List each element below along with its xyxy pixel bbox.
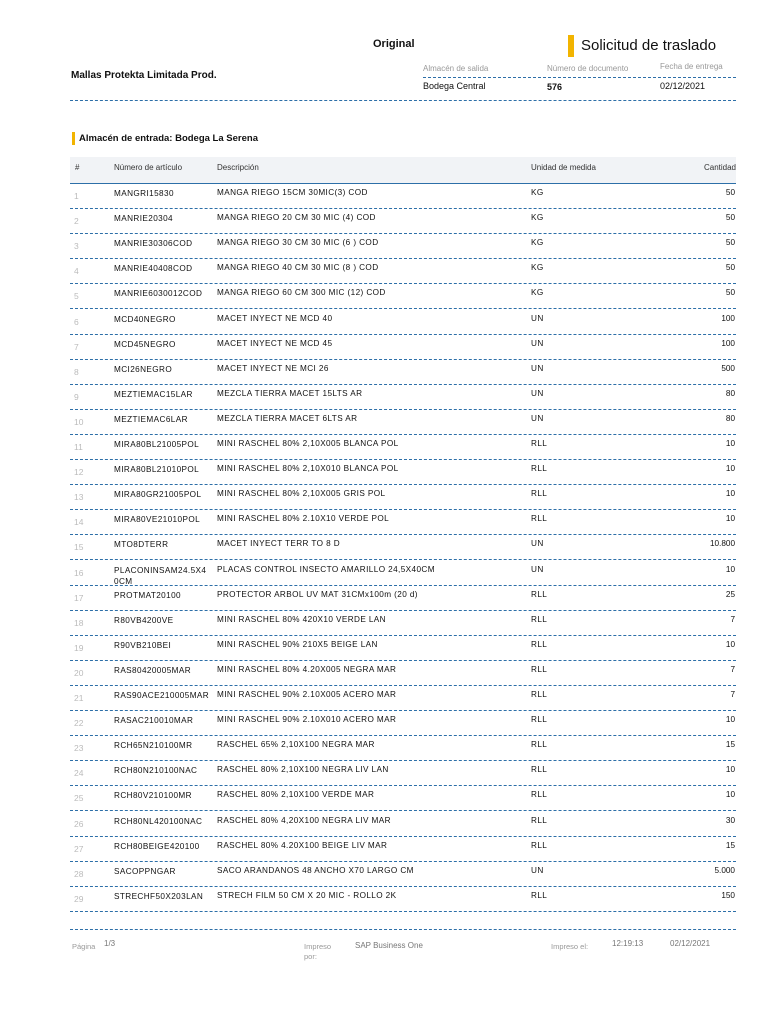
quantity: 10 xyxy=(725,489,735,499)
outgoing-warehouse-value: Bodega Central xyxy=(423,81,486,91)
doc-number-label: Número de documento xyxy=(547,64,629,73)
row-number: 11 xyxy=(74,442,83,452)
quantity: 25 xyxy=(725,589,735,599)
item-number: MANRIE40408COD xyxy=(114,264,193,274)
table-row xyxy=(70,710,736,736)
printed-on-label: Impreso el: xyxy=(551,942,589,951)
row-number: 9 xyxy=(74,391,79,402)
table-row xyxy=(70,484,736,510)
table-row xyxy=(70,359,736,385)
item-description: MINI RASCHEL 90% 2.10X010 ACERO MAR xyxy=(217,715,397,725)
item-description: MINI RASCHEL 90% 2.10X005 ACERO MAR xyxy=(217,690,397,699)
item-number: MIRA80GR21005POL xyxy=(114,490,202,500)
unit-of-measure: RLL xyxy=(531,489,548,499)
table-row xyxy=(70,334,736,360)
table-row xyxy=(70,509,736,535)
item-number: MIRA80VE21010POL xyxy=(114,515,201,525)
table-row xyxy=(70,283,736,309)
row-number: 14 xyxy=(74,517,84,528)
row-number: 27 xyxy=(74,843,84,854)
row-number: 26 xyxy=(74,818,84,829)
row-number: 22 xyxy=(74,718,84,729)
quantity: 10 xyxy=(725,464,735,474)
table-row xyxy=(70,258,736,284)
table-row xyxy=(70,785,736,811)
unit-of-measure: UN xyxy=(531,539,544,549)
quantity: 50 xyxy=(725,213,735,223)
item-number: RAS90ACE210005MAR xyxy=(114,691,210,700)
col-qty-header: Cantidad xyxy=(703,163,736,172)
quantity: 15 xyxy=(725,740,735,750)
print-time: 12:19:13 xyxy=(612,939,644,948)
table-row xyxy=(70,685,736,711)
unit-of-measure: RLL xyxy=(531,840,548,850)
item-description: RASCHEL 80% 2,10X100 VERDE MAR xyxy=(217,790,375,800)
unit-of-measure: RLL xyxy=(531,790,548,800)
item-description: MINI RASCHEL 80% 4.20X005 NEGRA MAR xyxy=(217,664,397,674)
table-row xyxy=(70,309,736,335)
unit-of-measure: UN xyxy=(531,865,544,875)
unit-of-measure: UN xyxy=(531,313,544,323)
quantity: 10 xyxy=(725,715,735,725)
row-number: 12 xyxy=(74,467,84,478)
item-number: PLACONINSAM24.5X40CM xyxy=(114,565,207,586)
print-date: 02/12/2021 xyxy=(670,939,711,948)
table-row xyxy=(70,760,736,786)
item-number: MCI26NEGRO xyxy=(114,364,173,374)
row-number: 3 xyxy=(74,241,79,252)
row-number: 17 xyxy=(74,592,84,603)
row-number: 20 xyxy=(74,667,84,678)
table-row xyxy=(70,836,736,862)
row-number: 6 xyxy=(74,316,79,327)
unit-of-measure: KG xyxy=(531,288,544,298)
unit-of-measure: RLL xyxy=(531,614,548,624)
quantity: 30 xyxy=(725,815,735,825)
item-description: MEZCLA TIERRA MACET 15LTS AR xyxy=(217,388,363,398)
item-number: MANRIE20304 xyxy=(114,214,174,224)
unit-of-measure: RLL xyxy=(531,514,548,524)
item-description: RASCHEL 80% 4,20X100 NEGRA LIV MAR xyxy=(217,815,391,825)
unit-of-measure: RLL xyxy=(531,715,548,725)
row-number: 29 xyxy=(74,893,84,904)
unit-of-measure: RLL xyxy=(531,639,548,649)
table-row xyxy=(70,610,736,636)
row-number: 28 xyxy=(74,868,84,879)
row-number: 8 xyxy=(74,366,79,377)
document-title: Solicitud de traslado xyxy=(581,37,717,54)
unit-of-measure: UN xyxy=(531,413,544,423)
unit-of-measure: KG xyxy=(531,213,544,223)
quantity: 10 xyxy=(725,790,735,800)
item-number: R90VB210BEI xyxy=(114,640,172,650)
col-num-header: # xyxy=(75,163,80,172)
item-description: MINI RASCHEL 80% 420X10 VERDE LAN xyxy=(217,614,386,624)
item-number: STRECHF50X203LAN xyxy=(114,891,204,901)
table-row xyxy=(70,434,736,460)
table-row xyxy=(70,384,736,410)
row-number: 5 xyxy=(74,291,79,302)
item-number: SACOPPNGAR xyxy=(114,866,176,876)
item-number: MANGRI15830 xyxy=(114,189,174,198)
item-number: MIRA80BL21010POL xyxy=(114,465,200,475)
quantity: 150 xyxy=(721,890,735,900)
quantity: 15 xyxy=(725,840,735,850)
item-description: MINI RASCHEL 80% 2.10X10 VERDE POL xyxy=(217,514,390,524)
header-divider-small xyxy=(423,77,736,78)
quantity: 7 xyxy=(730,690,735,699)
item-number: R80VB4200VE xyxy=(114,615,174,625)
copy-type-label: Original xyxy=(373,38,415,50)
item-description: MANGA RIEGO 15CM 30MIC(3) COD xyxy=(217,188,368,197)
item-description: MACET INYECT NE MCI 26 xyxy=(217,363,329,373)
quantity: 10 xyxy=(725,439,735,448)
table-row xyxy=(70,560,736,586)
company-name: Mallas Protekta Limitada Prod. xyxy=(71,70,217,81)
quantity: 50 xyxy=(725,263,735,273)
unit-of-measure: RLL xyxy=(531,765,548,775)
unit-of-measure: KG xyxy=(531,238,544,248)
quantity: 100 xyxy=(721,338,735,348)
unit-of-measure: UN xyxy=(531,338,544,348)
item-number: PROTMAT20100 xyxy=(114,590,181,600)
item-description: MANGA RIEGO 20 CM 30 MIC (4) COD xyxy=(217,213,376,223)
delivery-date-label: Fecha de entrega xyxy=(660,62,723,71)
row-number: 21 xyxy=(74,693,84,703)
warehouse-accent-bar xyxy=(72,132,75,145)
item-description: MINI RASCHEL 80% 2,10X005 BLANCA POL xyxy=(217,439,399,448)
table-row xyxy=(70,660,736,686)
item-number: RCH80NL420100NAC xyxy=(114,816,203,826)
table-row xyxy=(70,811,736,837)
unit-of-measure: KG xyxy=(531,263,544,273)
table-row xyxy=(70,208,736,234)
row-number: 7 xyxy=(74,341,79,352)
item-description: STRECH FILM 50 CM X 20 MIC - ROLLO 2K xyxy=(217,890,397,900)
row-number: 18 xyxy=(74,617,84,628)
quantity: 10 xyxy=(725,514,735,524)
row-number: 4 xyxy=(74,266,79,277)
footer-divider xyxy=(70,929,736,930)
item-number: RAS80420005MAR xyxy=(114,665,192,675)
item-description: PLACAS CONTROL INSECTO AMARILLO 24,5X40CM xyxy=(217,564,435,574)
quantity: 50 xyxy=(725,238,735,248)
row-number: 23 xyxy=(74,743,84,754)
table-row xyxy=(70,459,736,485)
item-description: MINI RASCHEL 80% 2,10X005 GRIS POL xyxy=(217,489,386,499)
item-description: MINI RASCHEL 90% 210X5 BEIGE LAN xyxy=(217,639,378,649)
page-value: 1/3 xyxy=(104,939,116,948)
item-description: MACET INYECT NE MCD 45 xyxy=(217,338,333,348)
item-number: RCH65N210100MR xyxy=(114,741,193,751)
item-description: SACO ARANDANOS 48 ANCHO X70 LARGO CM xyxy=(217,865,414,875)
page-label: Página xyxy=(72,942,96,951)
table-row xyxy=(70,409,736,435)
row-number: 19 xyxy=(74,642,84,653)
quantity: 50 xyxy=(725,288,735,298)
unit-of-measure: RLL xyxy=(531,690,548,699)
item-description: MACET INYECT TERR TO 8 D xyxy=(217,539,341,549)
printed-by-value: SAP Business One xyxy=(355,941,423,950)
row-number: 2 xyxy=(74,216,79,227)
item-number: MTO8DTERR xyxy=(114,540,169,550)
quantity: 10.800 xyxy=(709,539,735,549)
item-number: MEZTIEMAC6LAR xyxy=(114,414,188,424)
header-divider xyxy=(70,100,736,101)
item-description: MINI RASCHEL 80% 2,10X010 BLANCA POL xyxy=(217,464,399,474)
doc-number-value: 576 xyxy=(547,82,563,92)
col-unit-header: Unidad de medida xyxy=(531,163,596,172)
item-number: MANRIE6030012COD xyxy=(114,289,203,299)
row-number: 10 xyxy=(74,416,84,427)
table-row xyxy=(70,635,736,661)
quantity: 10 xyxy=(725,564,735,574)
item-number: MCD45NEGRO xyxy=(114,339,176,349)
unit-of-measure: RLL xyxy=(531,439,548,448)
col-item-header: Número de artículo xyxy=(114,163,183,172)
table-row xyxy=(70,183,736,209)
printed-by-label: Impreso por: xyxy=(304,942,332,961)
item-number: RCH80N210100NAC xyxy=(114,766,198,776)
unit-of-measure: RLL xyxy=(531,815,548,825)
unit-of-measure: UN xyxy=(531,363,544,373)
quantity: 5.000 xyxy=(714,865,735,875)
table-row xyxy=(70,233,736,259)
unit-of-measure: RLL xyxy=(531,589,548,599)
item-description: RASCHEL 80% 2,10X100 NEGRA LIV LAN xyxy=(217,765,389,775)
quantity: 100 xyxy=(721,313,735,323)
row-number: 15 xyxy=(74,542,84,553)
table-row xyxy=(70,534,736,560)
unit-of-measure: RLL xyxy=(531,890,548,900)
col-desc-header: Descripción xyxy=(217,163,259,172)
unit-of-measure: UN xyxy=(531,388,544,398)
item-number: MCD40NEGRO xyxy=(114,314,176,324)
item-description: RASCHEL 65% 2,10X100 NEGRA MAR xyxy=(217,740,375,750)
table-row xyxy=(70,585,736,611)
item-description: RASCHEL 80% 4.20X100 BEIGE LIV MAR xyxy=(217,840,388,850)
table-row xyxy=(70,886,736,912)
unit-of-measure: RLL xyxy=(531,464,548,474)
unit-of-measure: KG xyxy=(531,188,544,197)
item-number: MANRIE30306COD xyxy=(114,239,193,249)
title-accent-bar xyxy=(568,35,574,57)
item-description: MANGA RIEGO 60 CM 300 MIC (12) COD xyxy=(217,288,386,298)
row-number: 13 xyxy=(74,492,84,503)
table-row xyxy=(70,735,736,761)
quantity: 80 xyxy=(725,413,735,423)
item-number: RCH80BEIGE420100 xyxy=(114,841,200,851)
item-number: MIRA80BL21005POL xyxy=(114,440,200,449)
item-description: MEZCLA TIERRA MACET 6LTS AR xyxy=(217,413,358,423)
quantity: 7 xyxy=(730,614,735,624)
row-number: 25 xyxy=(74,793,84,804)
row-number: 1 xyxy=(74,191,79,201)
row-number: 24 xyxy=(74,768,84,779)
unit-of-measure: RLL xyxy=(531,664,548,674)
item-description: MACET INYECT NE MCD 40 xyxy=(217,313,333,323)
table-row xyxy=(70,861,736,887)
unit-of-measure: UN xyxy=(531,564,544,574)
item-description: MANGA RIEGO 40 CM 30 MIC (8 ) COD xyxy=(217,263,379,273)
quantity: 10 xyxy=(725,765,735,775)
quantity: 500 xyxy=(721,363,735,373)
quantity: 7 xyxy=(730,664,735,674)
unit-of-measure: RLL xyxy=(531,740,548,750)
item-number: RASAC210010MAR xyxy=(114,716,194,726)
item-description: PROTECTOR ARBOL UV MAT 31CMx100m (20 d) xyxy=(217,589,418,599)
delivery-date-value: 02/12/2021 xyxy=(660,81,706,91)
quantity: 50 xyxy=(725,188,735,197)
incoming-warehouse: Almacén de entrada: Bodega La Serena xyxy=(79,133,258,144)
quantity: 10 xyxy=(725,639,735,649)
item-number: MEZTIEMAC15LAR xyxy=(114,389,193,399)
quantity: 80 xyxy=(725,388,735,398)
outgoing-warehouse-label: Almacén de salida xyxy=(423,64,489,73)
row-number: 16 xyxy=(74,567,84,578)
item-number: RCH80V210100MR xyxy=(114,791,192,801)
item-description: MANGA RIEGO 30 CM 30 MIC (6 ) COD xyxy=(217,238,379,248)
